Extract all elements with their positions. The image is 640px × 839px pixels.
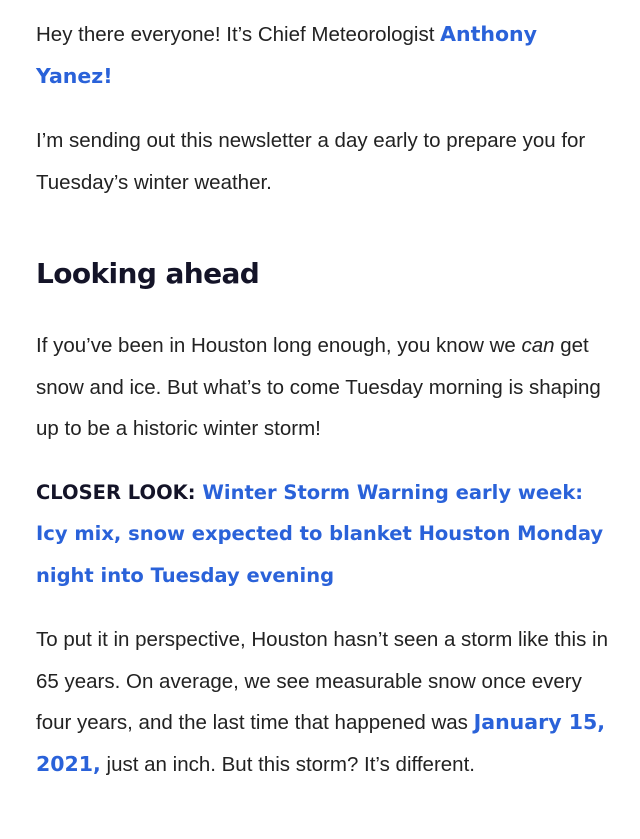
emphasis-text: can	[521, 334, 555, 357]
perspective-text-end: just an inch. But this storm? It’s different.	[100, 752, 475, 776]
intro-paragraph	[36, 14, 611, 97]
date-link[interactable]: January 15, 2021,	[36, 710, 606, 776]
closer-look-callout	[36, 472, 611, 597]
intro-text: Hey there everyone! It’s Chief Meteorologist	[36, 23, 441, 46]
closer-look-link[interactable]: Winter Storm Warning early week: Icy mix, snow expected to blanket Houston Monday night into Tuesday evening	[36, 480, 604, 587]
section-heading: Looking ahead	[36, 257, 260, 290]
newsletter-paragraph: I’m sending out this newsletter a day early to prepare you for Tuesday’s winter weather.	[36, 129, 586, 194]
perspective-paragraph	[36, 619, 611, 785]
paragraph-text-end: get snow and ice. But what’s to come Tuesday morning is shaping up to be a historic winter storm!	[36, 334, 601, 440]
author-link[interactable]: Anthony Yanez!	[36, 22, 538, 88]
perspective-text-start: To put it in perspective, Houston hasn’t seen a storm like this in 65 years. On average, we see measurable snow once every four years, and the last time that happened was	[36, 628, 609, 734]
paragraph-text-start: If you’ve been in Houston long enough, you know we	[36, 334, 522, 357]
closer-look-label: CLOSER LOOK:	[36, 480, 203, 504]
houston-snow-paragraph	[36, 325, 611, 450]
article-body	[36, 14, 611, 785]
